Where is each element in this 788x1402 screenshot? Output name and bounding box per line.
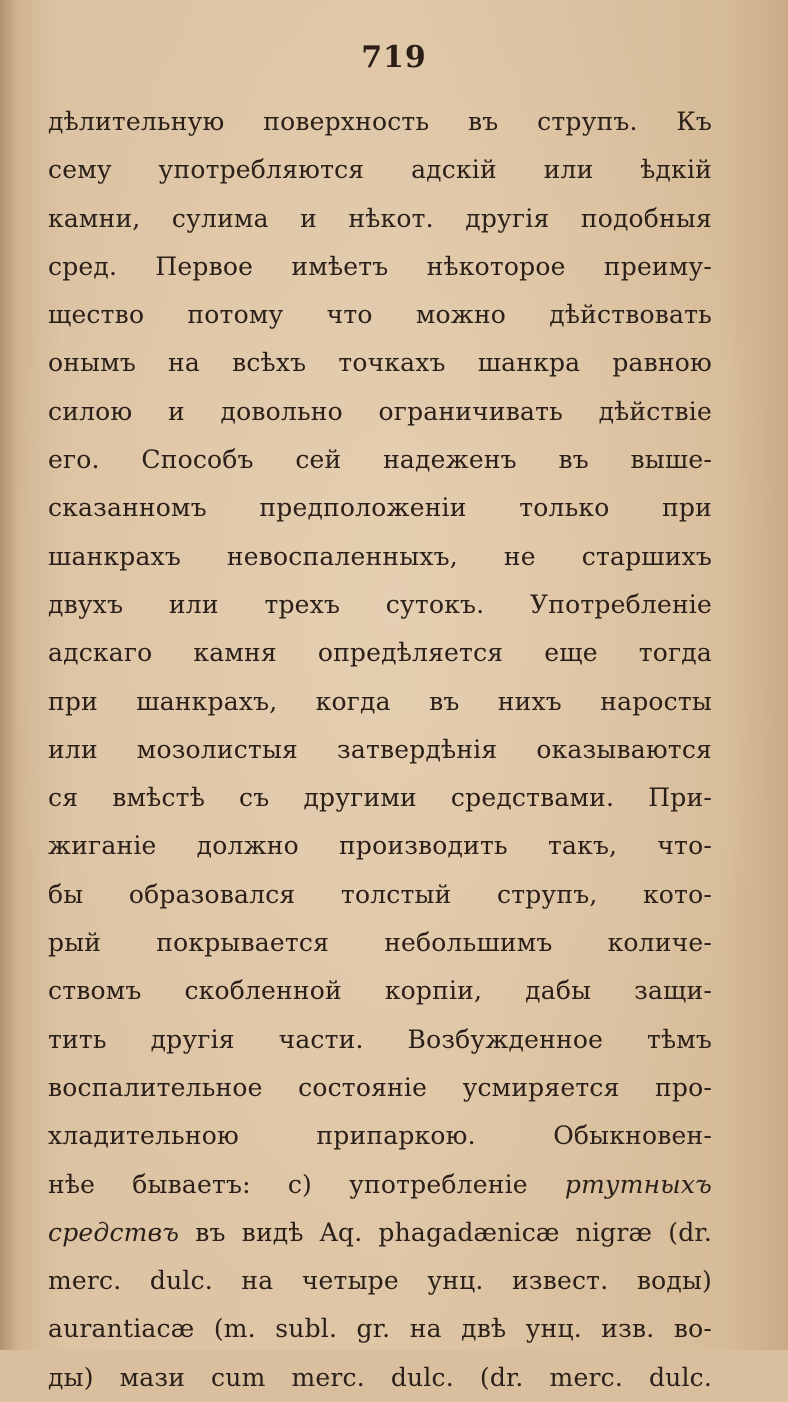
text-line: ствомъ скобленной корпіи, дабы защи-: [48, 976, 712, 1006]
text-segment: въ видѣ Aq. phagadænicæ nigræ (dr.: [179, 1217, 712, 1247]
page-number: 719: [361, 40, 427, 75]
text-line-with-italic: [48, 1209, 712, 1257]
text-line: хладительною припаркою. Обыкновен-: [48, 1121, 712, 1151]
text-line: воспалительное состояніе усмиряется про-: [48, 1072, 712, 1102]
text-line: при шанкрахъ, когда въ нихъ наросты: [48, 686, 712, 716]
text-line-with-italic: [48, 1161, 712, 1209]
text-line: тить другія части. Возбужденное тѣмъ: [48, 1024, 712, 1054]
italic-term: средствъ: [48, 1217, 180, 1247]
binding-shadow: [0, 0, 18, 1350]
text-line: его. Способъ сей надеженъ въ выше-: [48, 445, 712, 475]
text-line: камни, сулима и нѣкот. другія подобныя: [48, 203, 712, 233]
text-line: или мозолистыя затвердѣнія оказываются: [48, 734, 712, 764]
text-line: бы образовался толстый струпъ, кото-: [48, 879, 712, 909]
text-line: сред. Первое имѣетъ нѣкоторое преиму-: [48, 251, 712, 281]
text-line: сказанномъ предположеніи только при: [48, 493, 712, 523]
text-line: merc. dulc. на четыре унц. извест. воды): [48, 1266, 712, 1296]
text-line: двухъ или трехъ сутокъ. Употребленіе: [48, 589, 712, 619]
body-text: [48, 98, 712, 1402]
text-line: жиганіе должно производить такъ, что-: [48, 831, 712, 861]
text-segment: нѣе бываетъ: с) употребленіе: [48, 1169, 565, 1199]
text-line: шанкрахъ невоспаленныхъ, не старшихъ: [48, 541, 712, 571]
text-line: ды) мази cum merc. dulc. (dr. merc. dulc.: [48, 1362, 712, 1392]
text-line: адскаго камня опредѣляется еще тогда: [48, 638, 712, 668]
italic-term: ртутныхъ: [564, 1169, 712, 1199]
text-line: щество потому что можно дѣйствовать: [48, 300, 712, 330]
text-line: дѣлительную поверхность въ струпъ. Къ: [48, 107, 712, 136]
text-line: онымъ на всѣхъ точкахъ шанкра равною: [48, 348, 712, 378]
text-line: силою и довольно ограничивать дѣйствіе: [48, 396, 712, 426]
text-line: сему употребляются адскій или ѣдкій: [48, 155, 712, 185]
text-line: рый покрывается небольшимъ количе-: [48, 928, 712, 958]
text-line: aurantiacæ (m. subl. gr. на двѣ унц. изв. во-: [48, 1314, 712, 1344]
text-line: ся вмѣстѣ съ другими средствами. При-: [48, 783, 712, 813]
